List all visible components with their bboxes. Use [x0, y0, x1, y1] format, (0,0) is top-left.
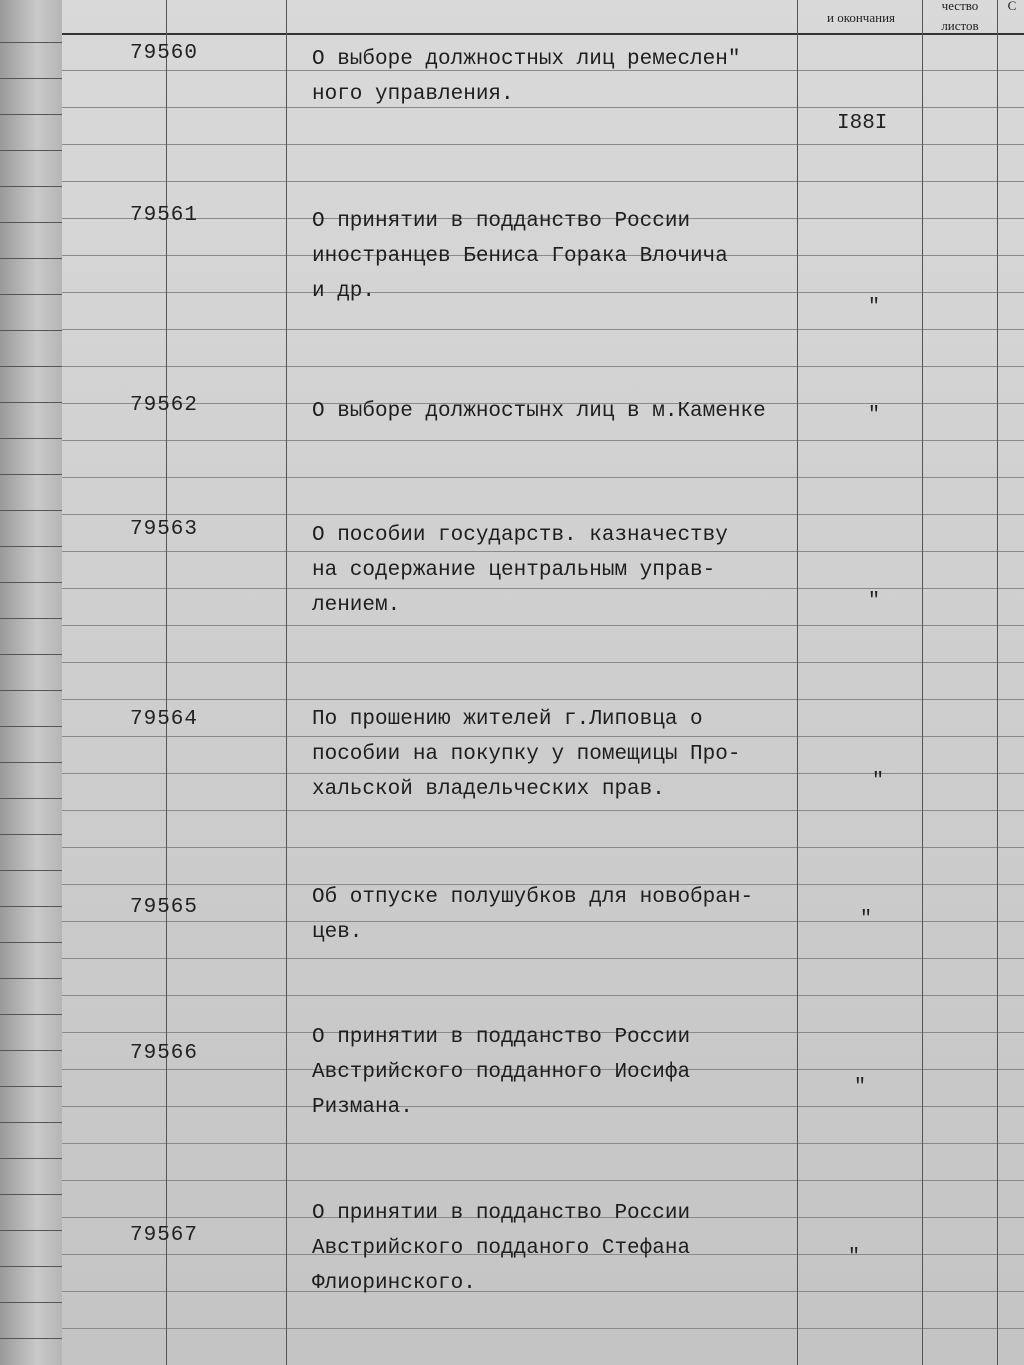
entry-number: 79560: [130, 42, 199, 65]
entry-title: О принятии в подданство России Австрийского подданного Иосифа Ризмана.: [312, 1026, 691, 1119]
entry-number: 79563: [130, 518, 199, 541]
header-sheets: чество листов: [941, 0, 979, 33]
header-last: С: [1007, 0, 1017, 13]
entry-number: 79566: [130, 1042, 199, 1065]
entry-number: 79561: [130, 204, 199, 227]
entry-date: I88I: [837, 112, 888, 135]
ditto-mark: ": [848, 1246, 861, 1269]
ditto-mark: ": [868, 296, 881, 319]
entry-title: Об отпуске полушубков для новобран- цев.: [312, 886, 754, 944]
header-dates: и окончания: [826, 10, 896, 25]
entry-number: 79564: [130, 708, 199, 731]
entry-number: 79562: [130, 394, 199, 417]
entry-title: О пособии государств. казначеству на содержание центральным управ- лением.: [312, 524, 728, 617]
register-page: [62, 0, 1024, 1365]
entry-number: 79567: [130, 1224, 199, 1247]
entry-number: 79565: [130, 896, 199, 919]
ditto-mark: ": [860, 908, 873, 931]
entry-title: По прошению жителей г.Липовца о пособии на покупку у помещицы Про- хальской владельческих прав.: [312, 708, 741, 801]
adjacent-page-edge: [0, 0, 62, 1365]
ditto-mark: ": [872, 770, 885, 793]
entry-title: О принятии в подданство России иностранцев Бениса Горака Влочича и др.: [312, 210, 728, 303]
ditto-mark: ": [868, 404, 881, 427]
entry-title: О выборе должностынх лиц в м.Каменке: [312, 400, 766, 423]
ditto-mark: ": [868, 590, 881, 613]
entry-title: О выборе должностных лиц ремеслен" ного управления.: [312, 48, 741, 106]
header-rule: [62, 33, 1024, 35]
ditto-mark: ": [854, 1076, 867, 1099]
entry-title: О принятии в подданство России Австрийского подданого Стефана Флиоринского.: [312, 1202, 691, 1295]
